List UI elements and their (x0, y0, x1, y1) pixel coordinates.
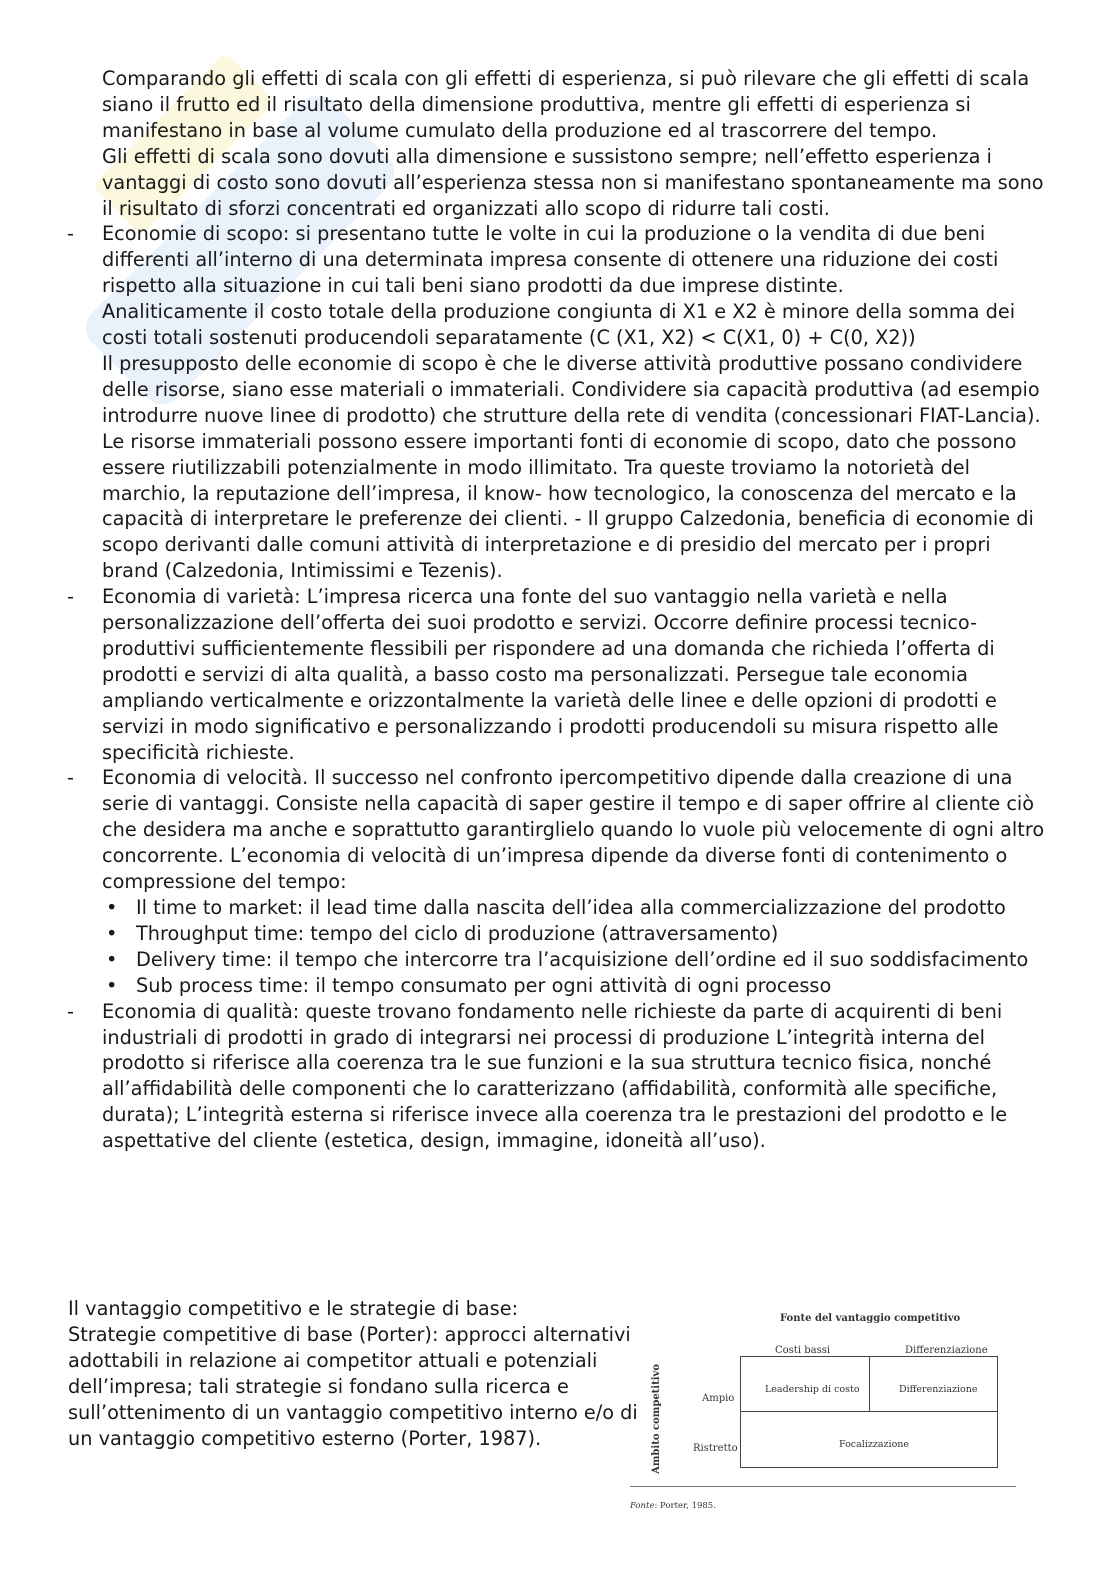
paragraph: Strategie competitive di base (Porter): approcci alternativi adottabili in relazione ai competitor attuali e potenziali dell’impresa; tali strategie si fondano sulla ricerca e sull’ottenimento di un vantaggio competitivo interno e/o di un vantaggio competitivo esterno (Porter, 1987). (68, 1322, 638, 1450)
matrix-divider-vertical (869, 1357, 870, 1411)
paragraph: Le risorse immateriali possono essere importanti fonti di economie di scopo, dato che possono essere riutilizzabili potenzialmente in modo illimitato. Tra queste troviamo la notorietà del marchio, la reputazione dell’impresa, il know- how tecnologico, la conoscenza del mercato e la capacità di interpretare le preferenze dei clienti. - Il gruppo Calzedonia, beneficia di economie di scopo derivanti dalle comuni attività di interpretazione e di presidio del mercato per i propri brand (Calzedonia, Intimissimi e Tezenis). (102, 429, 1034, 583)
bullet-item: • Sub process time: il tempo consumato per ogni attività di ogni processo (106, 973, 832, 997)
matrix-divider-horizontal (741, 1411, 997, 1412)
paragraph: Economie di scopo: si presentano tutte le volte in cui la produzione o la vendita di due beni differenti all’interno di una determinata impresa consente di ottenere una riduzione dei costi rispetto alla situazione in cui tali beni siano prodotti da due imprese distinte. (102, 222, 999, 298)
paragraph: Economia di varietà: L’impresa ricerca una fonte del suo vantaggio nella varietà e nella personalizzazione dell’offerta dei suoi prodotto e servizi. Occorre definire processi tecnico-produttivi sufficientemente flessibili per rispondere ad una domanda che richieda l’offerta di prodotti e servizi di alta qualità, a basso costo ma personalizzati. Persegue tale economia ampliando verticalmente e orizzontalmente la varietà delle linee e delle opzioni di prodotti e servizi in modo significativo e personalizzando i prodotti producendoli su misura rispetto alle specificità richieste. (102, 585, 999, 764)
row-header-wide: Ampio (702, 1393, 735, 1404)
bullet-item: • Delivery time: il tempo che intercorre tra l’acquisizione dell’ordine ed il suo soddisfacimento (106, 947, 1029, 971)
strategy-matrix (740, 1356, 998, 1468)
paragraph: Economia di velocità. Il successo nel confronto ipercompetitivo dipende dalla creazione di una serie di vantaggi. Consiste nella capacità di saper gestire il tempo e di saper offrire al cliente ciò che desidera ma anche e soprattutto garantirglielo quando lo vuole più velocemente di ogni altro concorrente. L’economia di velocità di un’impresa dipende da diverse fonti di contenimento o compressione del tempo: (102, 766, 1045, 894)
column-header-differentiation: Differenziazione (905, 1345, 988, 1356)
list-item-economia-di-velocita (67, 765, 1050, 895)
cell-differentiation: Differenziazione (899, 1384, 978, 1395)
dash-marker: - (67, 222, 74, 246)
section-heading: Il vantaggio competitivo e le strategie di base: (68, 1297, 519, 1320)
bullet-item: • Throughput time: tempo del ciclo di produzione (attraversamento) (106, 921, 779, 945)
column-header-low-cost: Costi bassi (775, 1345, 831, 1356)
document-body (0, 66, 1116, 1154)
bullet-list (0, 895, 1116, 999)
figure-source: Fonte: Porter, 1985. (630, 1501, 716, 1511)
paragraph: Gli effetti di scala sono dovuti alla dimensione e sussistono sempre; nell’effetto esperienza i vantaggi di costo sono dovuti all’esperienza stessa non si manifestano spontaneamente ma sono il risultato di sforzi concentrati ed organizzati allo scopo di ridurre tali costi. (102, 144, 1044, 220)
axis-label-competitive-scope: Ambito competitivo (651, 1363, 663, 1474)
dash-marker: - (67, 766, 74, 790)
cell-cost-leadership: Leadership di costo (765, 1384, 860, 1395)
bullet-icon: • (106, 921, 118, 945)
porter-strategy-figure (630, 1306, 1030, 1511)
bullet-icon: • (106, 896, 118, 919)
dash-marker: - (67, 999, 74, 1023)
bullet-icon: • (106, 947, 118, 971)
figure-title: Fonte del vantaggio competitivo (780, 1313, 961, 1324)
list-item-economie-di-scopo (67, 221, 1050, 584)
dash-marker: - (67, 585, 74, 609)
paragraph: Economia di qualità: queste trovano fondamento nelle richieste da parte di acquirenti di beni industriali di prodotti in grado di integrarsi nei processi di produzione L’integrità interna del prodotto si riferisce alla coerenza tra le sue funzioni e la sua struttura tecnico fisica, nonché all’affidabilità delle componenti che lo caratterizzano (affidabilità, conformità alle specifiche, durata); L’integrità esterna si riferisce invece alla coerenza tra le prestazioni del prodotto e le aspettative del cliente (estetica, design, immagine, idoneità all’uso). (102, 999, 1008, 1153)
cell-focus: Focalizzazione (839, 1439, 910, 1450)
list-item-economia-di-qualita (67, 999, 1050, 1154)
paragraph: Comparando gli effetti di scala con gli effetti di esperienza, si può rilevare che gli effetti di scala siano il frutto ed il risultato della dimensione produttiva, mentre gli effetti di esperienza si manifestano in base al volume cumulato della produzione ed al trascorrere del tempo. (102, 67, 1030, 142)
paragraph: Il presupposto delle economie di scopo è che le diverse attività produttive possano condividere delle risorse, siano esse materiali o immateriali. Condividere sia capacità produttiva (ad esempio introdurre nuove linee di prodotto) che strutture della rete di vendita (concessionari FIAT-Lancia). (102, 351, 1041, 427)
bullet-item: • Il time to market: il lead time dalla nascita dell’idea alla commercializzazione del prodotto (106, 896, 1006, 919)
bullet-icon: • (106, 973, 118, 997)
porter-text-block (68, 1296, 640, 1451)
paragraph: Analiticamente il costo totale della produzione congiunta di X1 e X2 è minore della somma dei costi totali sostenuti producendoli separatamente (C (X1, X2) < C(X1, 0) + C(0, X2)) (102, 300, 1016, 350)
list-item-economia-di-varieta (67, 584, 1050, 765)
row-header-narrow: Ristretto (693, 1443, 738, 1454)
figure-divider (630, 1486, 1016, 1487)
